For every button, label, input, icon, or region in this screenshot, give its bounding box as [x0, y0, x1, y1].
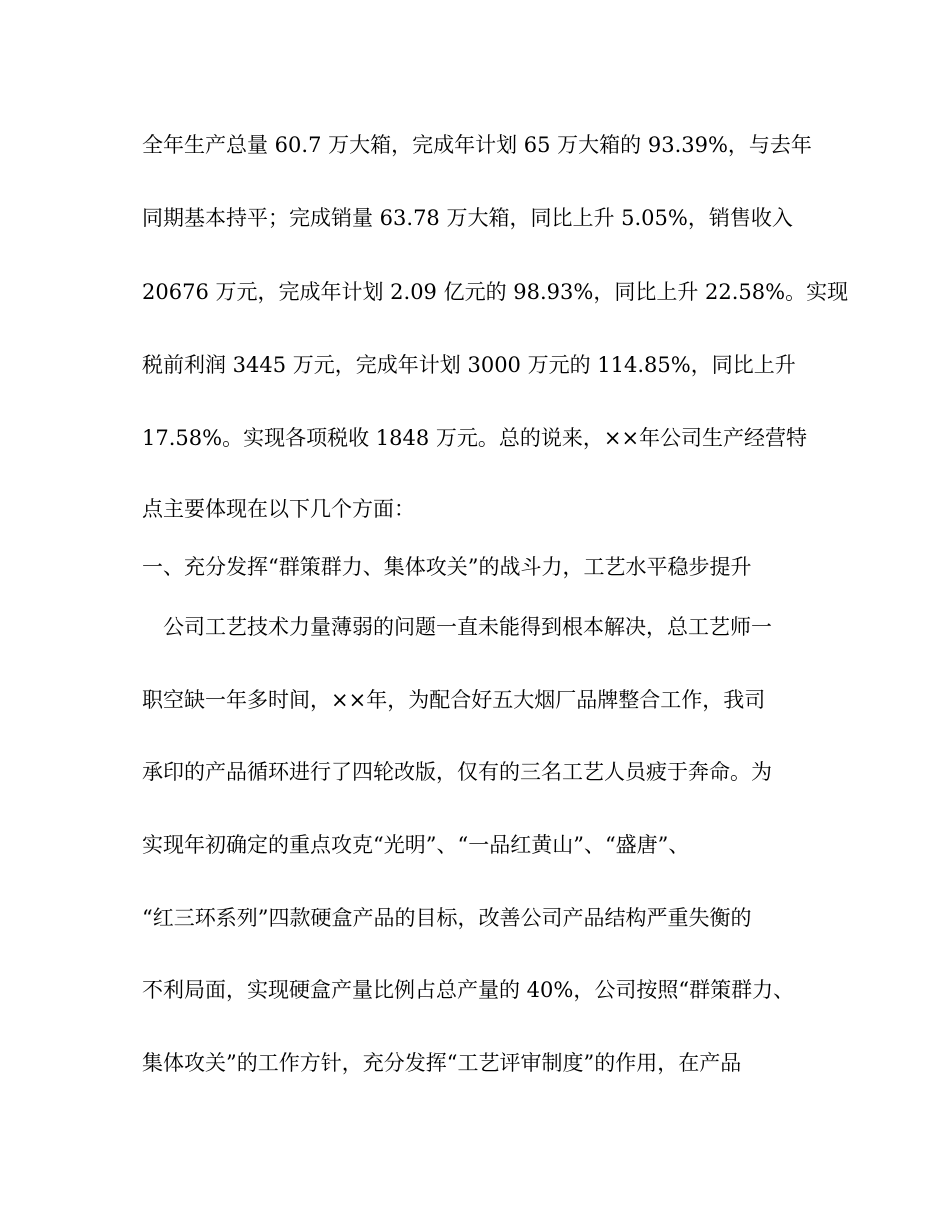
text-line-12: “红三环系列”四款硬盒产品的目标，改善公司产品结构严重失衡的	[142, 906, 752, 930]
text-line-2: 同期基本持平；完成销量 63.78 万大箱，同比上升 5.05%，销售收入	[142, 206, 793, 230]
text-line-9: 职空缺一年多时间，××年，为配合好五大烟厂品牌整合工作，我司	[142, 688, 766, 712]
section-heading: 一、充分发挥“群策群力、集体攻关”的战斗力，工艺水平稳步提升	[142, 555, 752, 579]
text-line-8: 公司工艺技术力量薄弱的问题一直未能得到根本解决，总工艺师一	[163, 615, 772, 639]
text-line-6: 点主要体现在以下几个方面：	[142, 497, 415, 521]
text-line-1: 全年生产总量 60.7 万大箱，完成年计划 65 万大箱的 93.39%，与去年	[142, 133, 812, 157]
text-line-4: 税前利润 3445 万元，完成年计划 3000 万元的 114.85%，同比上升	[142, 353, 796, 377]
text-line-11: 实现年初确定的重点攻克“光明”、“一品红黄山”、“盛唐”、	[142, 833, 690, 857]
text-line-14: 集体攻关”的工作方针，充分发挥“工艺评审制度”的作用，在产品	[142, 1051, 742, 1075]
text-line-3: 20676 万元，完成年计划 2.09 亿元的 98.93%，同比上升 22.58%。实现	[142, 280, 849, 304]
text-line-5: 17.58%。实现各项税收 1848 万元。总的说来，××年公司生产经营特	[142, 426, 808, 450]
text-line-13: 不利局面，实现硬盒产量比例占总产量的 40%，公司按照“群策群力、	[142, 978, 795, 1002]
text-line-10: 承印的产品循环进行了四轮改版，仅有的三名工艺人员疲于奔命。为	[142, 760, 772, 784]
